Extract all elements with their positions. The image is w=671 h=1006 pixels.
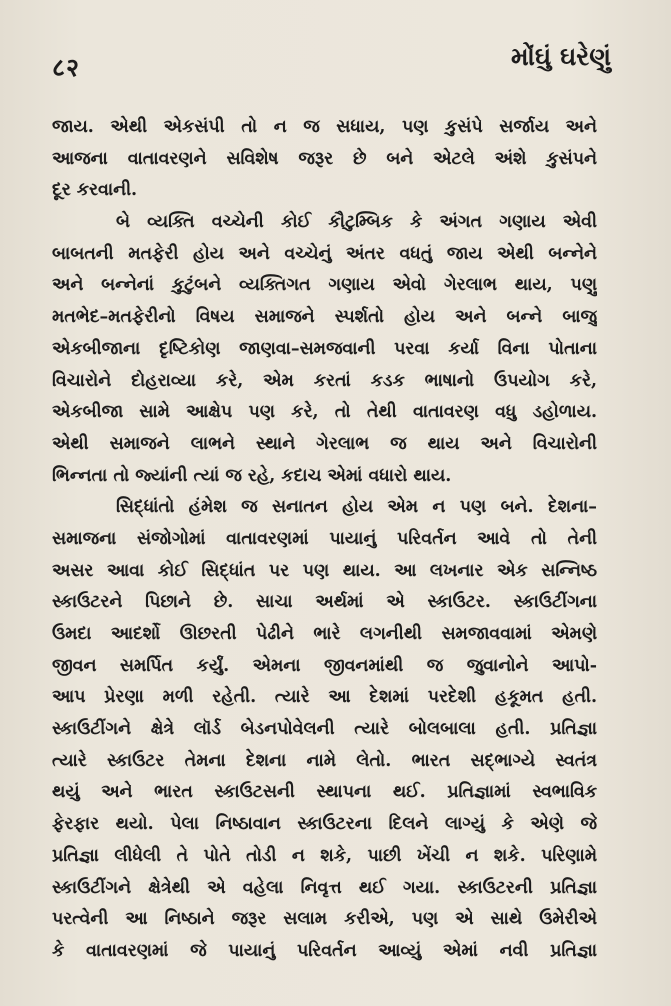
text-line: સ્કાઉટરને પિછાને છે. સાચા અર્થમાં એ સ્કાઉટર. સ્કાઉટીંગના [52,592,597,613]
text-line: બાબતની મતફેરી હોય અને વચ્ચેનું અંતર વધતું જાય એથી બન્નેને [52,243,597,264]
text-line: ઉમદા આદર્શો ઊછરતી પેઢીને ભારે લગનીથી સમજાવવામાં એમણે [52,624,597,644]
running-title: મોંઘું ઘરેણું [511,42,611,71]
text-line: અસર આવા કોઈ સિદ્ધાંત પર પણ થાય. આ લખનાર એક સન્નિષ્ઠ [52,560,597,581]
text-line: એકબીજાના દૃષ્ટિકોણ જાણવા–સમજવાની પરવા કર્યા વિના પોતાના [52,338,597,359]
body-text [52,112,597,968]
text-line: સમાજના સંજોગોમાં વાતાવરણમાં પાયાનું પરિવર્તન આવે તો તેની [52,528,597,549]
page-header [52,42,611,82]
text-line: કે વાતાવરણમાં જે પાયાનું પરિવર્તન આવ્યું એમાં નવી પ્રતિજ્ઞા [52,940,597,961]
text-line: સ્કાઉટીંગને ક્ષેત્રે લૉર્ડ બેડનપોવેલની ત્યારે બોલબાલા હતી. પ્રતિજ્ઞા [52,719,597,740]
text-line: પ્રતિજ્ઞા લીધેલી તે પોતે તોડી ન શકે, પાછી ખેંચી ન શકે. પરિણામે [52,845,597,866]
text-line: આપ પ્રેરણા મળી રહેતી. ત્યારે આ દેશમાં પરદેશી હકૂમત હતી. [52,687,597,708]
paragraph-first-line: સિદ્ધાંતો હંમેશ જ સનાતન હોય એમ ન પણ બને. દેશના– [116,497,597,518]
text-line: વિચારોને દોહરાવ્યા કરે, એમ કરતાં કડક ભાષાનો ઉપયોગ કરે, [52,370,597,391]
text-line: મતભેદ–મતફેરીનો વિષય સમાજને સ્પર્શતો હોય અને બન્ને બાજુ [52,307,597,328]
page-number: ८२ [52,53,81,82]
paragraph-first-line: બે વ્યક્તિ વચ્ચેની કોઈ કૌટુમ્બિક કે અંગત ગણાય એવી [116,212,597,233]
text-line: અને બન્નેનાં કુટુંબને વ્યક્તિગત ગણાય એવો ગેરલાભ થાય, પણુ [52,275,597,296]
text-line: સ્કાઉટીંગને ક્ષેત્રેથી એ વહેલા નિવૃત્ત થઈ ગયા. સ્કાઉટરની પ્રતિજ્ઞા [52,877,597,898]
text-line: એકબીજા સામે આક્ષેપ પણ કરે, તો તેથી વાતાવરણ વધુ ડહોળાય. [52,402,597,423]
text-line: જીવન સમર્પિત કર્યું. એમના જીવનમાંથી જ જુવાનોને આપો- [52,655,597,676]
text-line: થયું અને ભારત સ્કાઉટસની સ્થાપના થઈ. પ્રતિજ્ઞામાં સ્વભાવિક [52,782,597,803]
text-line: ભિન્નતા તો જ્યાંની ત્યાં જ રહે, કદાચ એમાં વધારો થાય. [52,465,452,486]
text-line: જાય. એથી એકસંપી તો ન જ સધાય, પણ કુસંપે સર્જાય અને [52,117,597,137]
text-line: આજના વાતાવરણને સવિશેષ જરૂર છે બને એટલે અંશે કુસંપને [52,148,597,169]
text-line: ફેરફાર થયો. પેલા નિષ્ઠાવાન સ્કાઉટરના દિલને લાગ્યું કે એણે જે [52,814,597,835]
text-line: ત્યારે સ્કાઉટર તેમના દેશના નામે લેતો. ભારત સદ્ભાગ્યે સ્વતંત્ર [52,750,597,771]
text-line: એથી સમાજને લાભને સ્થાને ગેરલાભ જ થાય અને વિચારોની [52,433,597,454]
text-line: પરત્વેની આ નિષ્ઠાને જરૂર સલામ કરીએ, પણ એ સાથે ઉમેરીએ [52,909,597,930]
text-line: દૂર કરવાની. [52,180,138,201]
